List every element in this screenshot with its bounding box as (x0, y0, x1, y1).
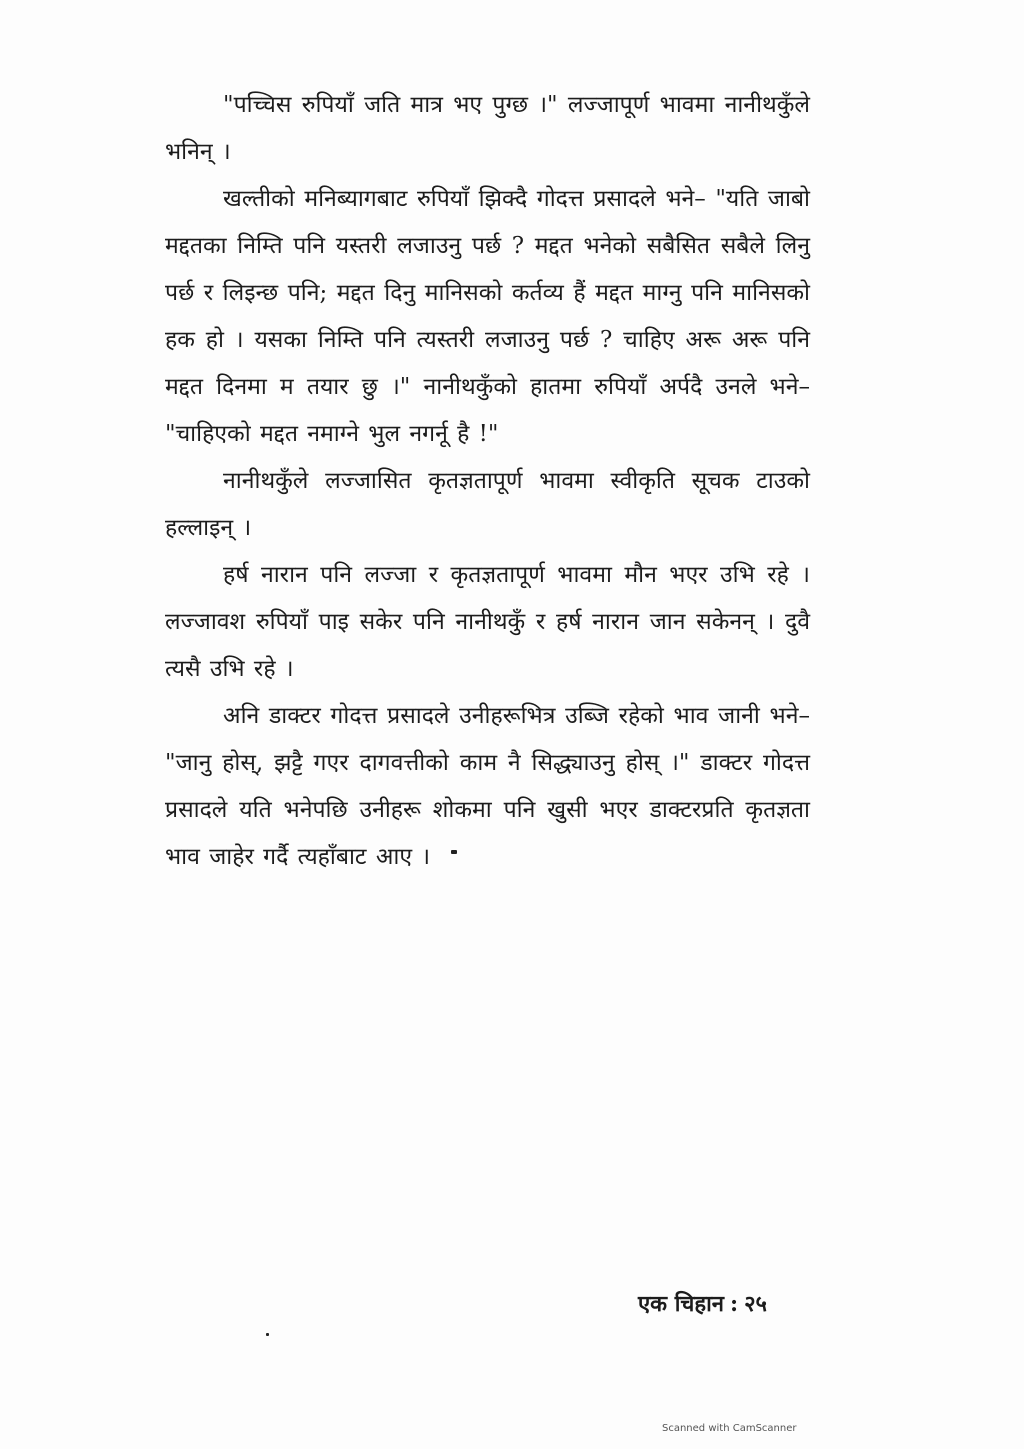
scanner-watermark: Scanned with CamScanner (662, 1423, 797, 1434)
page-footer (638, 1288, 767, 1318)
paragraph-4: हर्ष नारान पनि लज्जा र कृतज्ञतापूर्ण भावमा मौन भएर उभि रहे । लज्जावश रुपियाँ पाइ सकेर पनि नानीथकुँ र हर्ष नारान जान सकेनन् । दुवै त्यसै उभि रहे । (165, 562, 810, 682)
paragraph-1: "पच्चिस रुपियाँ जति मात्र भए पुग्छ ।" लज्जापूर्ण भावमा नानीथकुँले भनिन् । (165, 92, 810, 165)
book-title: एक चिहान (638, 1291, 724, 1317)
scan-speck (451, 850, 457, 854)
paragraph-3: नानीथकुँले लज्जासित कृतज्ञतापूर्ण भावमा स्वीकृति सूचक टाउको हल्लाइन् । (165, 468, 810, 541)
page-number: २५ (744, 1291, 767, 1317)
paragraph-5: अनि डाक्टर गोदत्त प्रसादले उनीहरूभित्र उब्जि रहेको भाव जानी भने– "जानु होस्, झट्टै गएर दागवत्तीको काम नै सिद्ध्याउनु होस् ।" डाक्टर गोदत्त प्रसादले यति भनेपछि उनीहरू शोकमा पनि खुसी भएर डाक्टरप्रति कृतज्ञता भाव जाहेर गर्दै त्यहाँबाट आए । (165, 703, 810, 870)
body-text (165, 82, 810, 881)
scan-speck (266, 1333, 269, 1336)
footer-separator: : (729, 1291, 739, 1317)
paragraph-2: खल्तीको मनिब्यागबाट रुपियाँ झिक्दै गोदत्त प्रसादले भने– "यति जाबो मद्दतका निम्ति पनि यस्तरी लजाउनु पर्छ ? मद्दत भनेको सबैसित सबैले लिनु पर्छ र लिइन्छ पनि; मद्दत दिनु मानिसको कर्तव्य हैं मद्दत माग्नु पनि मानिसको हक हो । यसका निम्ति पनि त्यस्तरी लजाउनु पर्छ ? चाहिए अरू अरू पनि मद्दत दिनमा म तयार छु ।" नानीथकुँको हातमा रुपियाँ अर्पदै उनले भने– "चाहिएको मद्दत नमाग्ने भुल नगर्नू है !" (165, 186, 810, 447)
